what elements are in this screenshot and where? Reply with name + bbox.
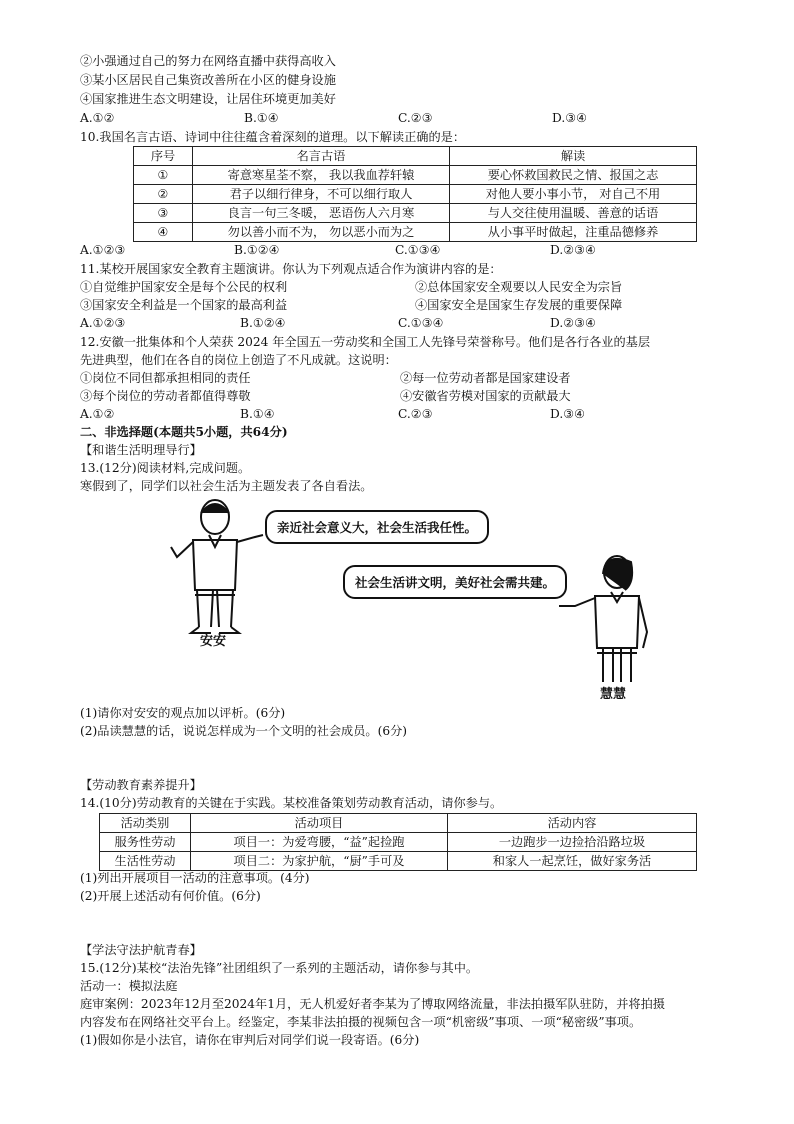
table-cell: 项目一：为爱弯腰，“益”起捡跑: [191, 833, 448, 852]
q14-stem: 14.(10分)劳动教育的关键在于实践。某校准备策划劳动教育活动，请你参与。: [80, 796, 503, 810]
q11-option-c: C.①③④: [398, 316, 444, 330]
q13-part2: (2)品读慧慧的话，说说怎样成为一个文明的社会成员。(6分): [80, 724, 408, 738]
table-cell: 勿以善小而不为， 勿以恶小而为之: [193, 223, 450, 242]
q15-case-line2: 内容发布在网络社交平台上。经鉴定，李某非法拍摄的视频包含一项“机密级”事项、一项“秘密级”事项。: [80, 1015, 642, 1029]
table-header: 活动内容: [448, 814, 697, 833]
table-header-row: [134, 147, 697, 166]
q12-stem-line1: 12.安徽一批集体和个人荣获 2024 年全国五一劳动奖和全国工人先锋号荣誉称号。他们是各行各业的基层: [80, 335, 651, 349]
q9-option-c: C.②③: [398, 111, 433, 125]
speech-bubble-right: 社会生活讲文明，美好社会需共建。: [343, 565, 567, 599]
table-row: [134, 185, 697, 204]
q9-statement-4: ④国家推进生态文明建设，让居住环境更加美好: [80, 92, 336, 106]
table-cell: ④: [134, 223, 193, 242]
q12-option-d: D.③④: [550, 407, 586, 421]
section-heading: 二、非选择题(本题共5小题，共64分): [80, 425, 288, 439]
table-header: 活动项目: [191, 814, 448, 833]
q10-option-a: A.①②③: [80, 243, 126, 257]
q12-statement-3: ③每个岗位的劳动者都值得尊敬: [80, 389, 251, 403]
table-cell: 从小事平时做起，注重品德修养: [450, 223, 697, 242]
table-cell: 服务性劳动: [100, 833, 191, 852]
table-cell: ②: [134, 185, 193, 204]
section-subheading: 【学法守法护航青春】: [80, 943, 202, 957]
q10-stem: 10.我国名言古语、诗词中往往蕴含着深刻的道理。以下解读正确的是：: [80, 130, 466, 144]
character-name-right: 慧慧: [600, 687, 627, 702]
table-cell: 生活性劳动: [100, 852, 191, 871]
q11-option-a: A.①②③: [80, 316, 126, 330]
table-header: 序号: [134, 147, 193, 166]
section-subheading: 【和谐生活明理导行】: [80, 443, 202, 457]
q12-statement-2: ②每一位劳动者都是国家建设者: [400, 371, 571, 385]
q11-option-b: B.①②④: [240, 316, 286, 330]
q13-intro: 寒假到了，同学们以社会生活为主题发表了各自看法。: [80, 479, 373, 493]
table-header-row: [100, 814, 697, 833]
q12-statement-4: ④安徽省劳模对国家的贡献最大: [400, 389, 571, 403]
table-cell: 要心怀救国救民之情、报国之志: [450, 166, 697, 185]
q9-statement-2: ②小强通过自己的努力在网络直播中获得高收入: [80, 54, 336, 68]
q15-case-line1: 庭审案例：2023年12月至2024年1月，无人机爱好者李某为了博取网络流量，非法拍摄军队驻防，并将拍摄: [80, 997, 665, 1011]
table-row: [100, 852, 697, 871]
q10-option-c: C.①③④: [395, 243, 441, 257]
q13-part1: (1)请你对安安的观点加以评析。(6分): [80, 706, 286, 720]
q15-stem: 15.(12分)某校“法治先锋”社团组织了一系列的主题活动，请你参与其中。: [80, 961, 479, 975]
q11-option-d: D.②③④: [550, 316, 596, 330]
q10-option-d: D.②③④: [550, 243, 596, 257]
table-cell: 项目二：为家护航，“厨”手可及: [191, 852, 448, 871]
q10-table: [133, 146, 697, 242]
q11-stem: 11.某校开展国家安全教育主题演讲。你认为下列观点适合作为演讲内容的是：: [80, 262, 502, 276]
table-cell: 与人交往使用温暖、善意的话语: [450, 204, 697, 223]
table-cell: ③: [134, 204, 193, 223]
table-cell: 一边跑步一边捡拾沿路垃圾: [448, 833, 697, 852]
girl-illustration: [555, 552, 665, 687]
q14-part1: (1)列出开展项目一活动的注意事项。(4分): [80, 871, 310, 885]
character-name-left: 安安: [200, 634, 227, 649]
q12-option-b: B.①④: [240, 407, 275, 421]
q11-statement-2: ②总体国家安全观要以人民安全为宗旨: [415, 280, 623, 294]
table-cell: ①: [134, 166, 193, 185]
speech-bubble-left: 亲近社会意义大，社会生活我任性。: [265, 510, 489, 544]
q9-statement-3: ③某小区居民自己集资改善所在小区的健身设施: [80, 73, 336, 87]
q12-option-c: C.②③: [398, 407, 433, 421]
table-header: 解读: [450, 147, 697, 166]
q9-option-a: A.①②: [80, 111, 115, 125]
q11-statement-4: ④国家安全是国家生存发展的重要保障: [415, 298, 623, 312]
table-cell: 良言一句三冬暖， 恶语伤人六月寒: [193, 204, 450, 223]
q14-table: [99, 813, 697, 871]
section-subheading: 【劳动教育素养提升】: [80, 778, 202, 792]
table-cell: 对他人要小事小节， 对自己不用: [450, 185, 697, 204]
q11-statement-1: ①自觉维护国家安全是每个公民的权利: [80, 280, 288, 294]
table-row: [134, 166, 697, 185]
boy-illustration: [165, 495, 265, 640]
q10-option-b: B.①②④: [234, 243, 280, 257]
table-header: 名言古语: [193, 147, 450, 166]
q15-part1: (1)假如你是小法官，请你在审判后对同学们说一段寄语。(6分): [80, 1033, 420, 1047]
q12-statement-1: ①岗位不同但都承担相同的责任: [80, 371, 251, 385]
q12-option-a: A.①②: [80, 407, 115, 421]
table-cell: 君子以细行律身，不可以细行取人: [193, 185, 450, 204]
table-header: 活动类别: [100, 814, 191, 833]
table-row: [134, 223, 697, 242]
q15-activity-1: 活动一：模拟法庭: [80, 979, 178, 993]
table-cell: 寄意寒星荃不察， 我以我血荐轩辕: [193, 166, 450, 185]
table-row: [134, 204, 697, 223]
q12-stem-line2: 先进典型，他们在各自的岗位上创造了不凡成就。这说明：: [80, 353, 397, 367]
q14-part2: (2)开展上述活动有何价值。(6分): [80, 889, 261, 903]
q9-option-d: D.③④: [552, 111, 588, 125]
q13-stem: 13.(12分)阅读材料,完成问题。: [80, 461, 251, 475]
table-cell: 和家人一起烹饪，做好家务活: [448, 852, 697, 871]
q9-option-b: B.①④: [244, 111, 279, 125]
q11-statement-3: ③国家安全利益是一个国家的最高利益: [80, 298, 288, 312]
table-row: [100, 833, 697, 852]
